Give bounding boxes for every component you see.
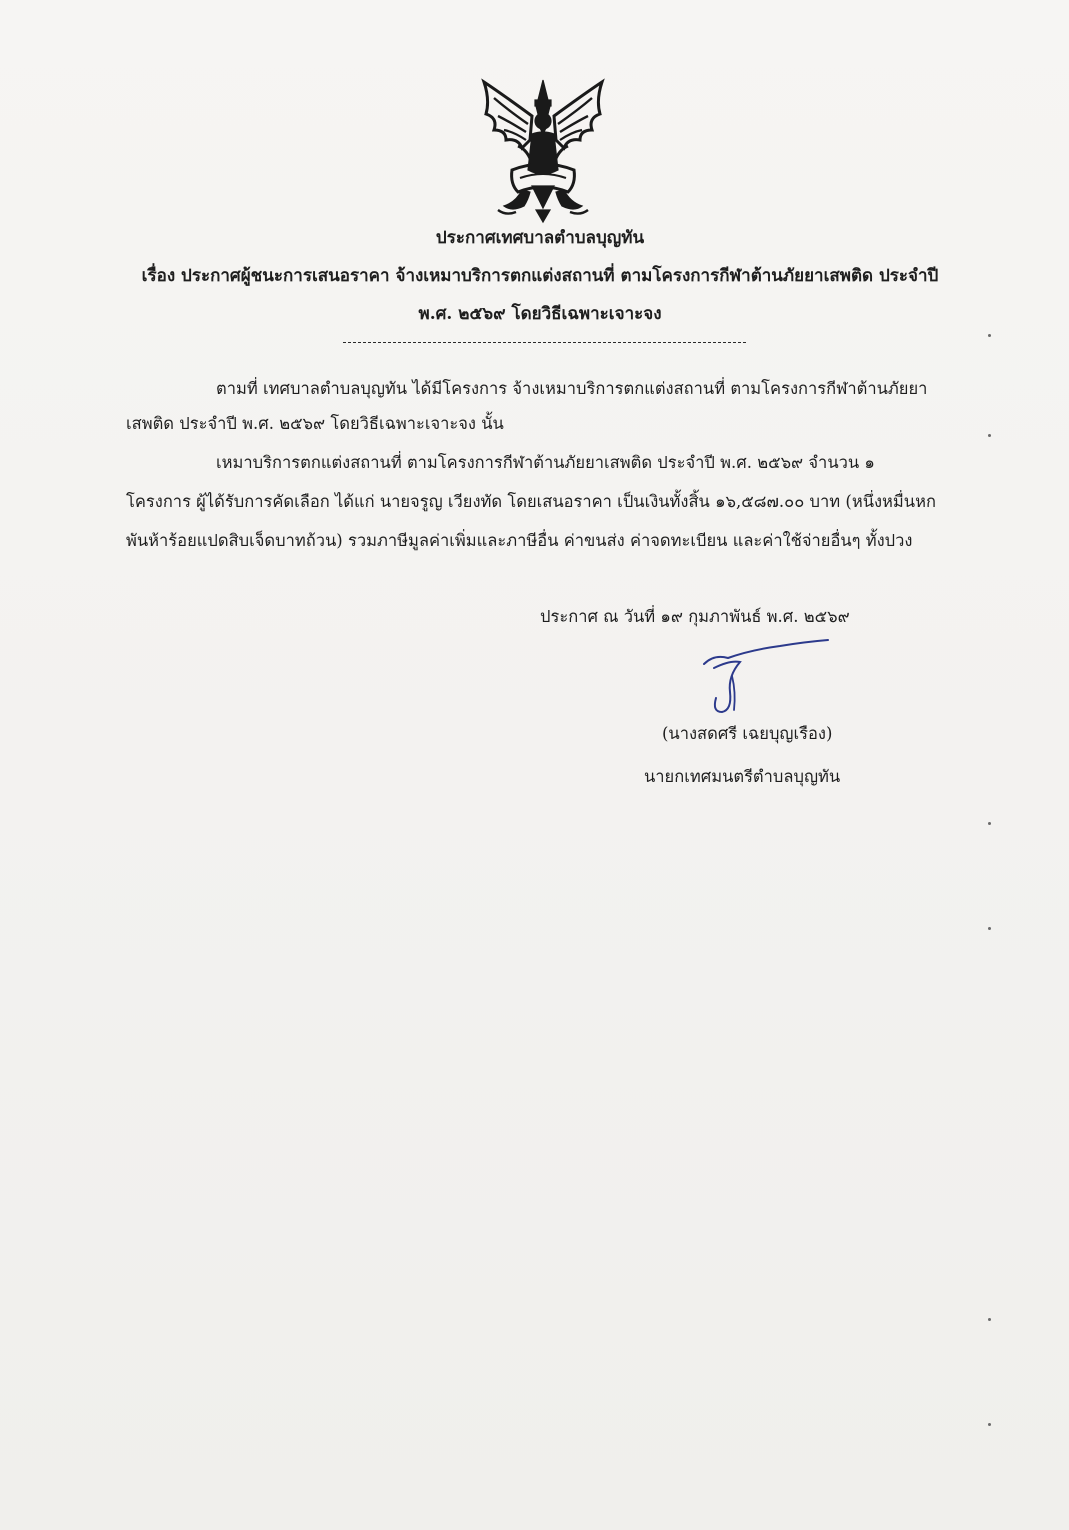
header-divider bbox=[343, 342, 746, 343]
announcement-date: ประกาศ ณ วันที่ ๑๙ กุมภาพันธ์ พ.ศ. ๒๕๖๙ bbox=[540, 607, 850, 626]
scan-speck bbox=[988, 434, 991, 437]
paragraph-2-line-2: โครงการ ผู้ได้รับการคัดเลือก ได้แก่ นายจรูญ เวียงทัด โดยเสนอราคา เป็นเงินทั้งสิ้น ๑๖,๕๘๗.๐๐ บาท (หนึ่งหมื่นหก bbox=[126, 492, 936, 511]
announcement-issuer: ประกาศเทศบาลตำบลบุญทัน bbox=[435, 228, 645, 248]
paragraph-2-line-1: เหมาบริการตกแต่งสถานที่ ตามโครงการกีฬาต้านภัยยาเสพติด ประจำปี พ.ศ. ๒๕๖๙ จำนวน ๑ bbox=[216, 453, 875, 472]
scan-speck bbox=[988, 1423, 991, 1426]
announcement-subject-line-2: พ.ศ. ๒๕๖๙ โดยวิธีเฉพาะเจาะจง bbox=[418, 304, 662, 324]
scan-speck bbox=[988, 334, 991, 337]
scan-speck bbox=[988, 822, 991, 825]
paragraph-2-line-3: พันห้าร้อยแปดสิบเจ็ดบาทถ้วน) รวมภาษีมูลค่าเพิ่มและภาษีอื่น ค่าขนส่ง ค่าจดทะเบียน และค่าใช้จ่ายอื่นๆ ทั้งปวง bbox=[126, 531, 913, 550]
paragraph-1-line-1: ตามที่ เทศบาลตำบลบุญทัน ได้มีโครงการ จ้างเหมาบริการตกแต่งสถานที่ ตามโครงการกีฬาต้านภัยยา bbox=[216, 379, 928, 398]
scan-speck bbox=[988, 927, 991, 930]
signer-name: (นางสดศรี เฉยบุญเรือง) bbox=[662, 724, 833, 743]
announcement-subject-line-1: เรื่อง ประกาศผู้ชนะการเสนอราคา จ้างเหมาบริการตกแต่งสถานที่ ตามโครงการกีฬาต้านภัยยาเสพติด ประจำปี bbox=[141, 266, 939, 286]
handwritten-signature bbox=[700, 632, 840, 714]
garuda-emblem-icon bbox=[472, 74, 614, 226]
scan-speck bbox=[988, 1318, 991, 1321]
signer-position: นายกเทศมนตรีตำบลบุญทัน bbox=[644, 767, 841, 786]
paragraph-1-line-2: เสพติด ประจำปี พ.ศ. ๒๕๖๙ โดยวิธีเฉพาะเจาะจง นั้น bbox=[126, 414, 504, 433]
